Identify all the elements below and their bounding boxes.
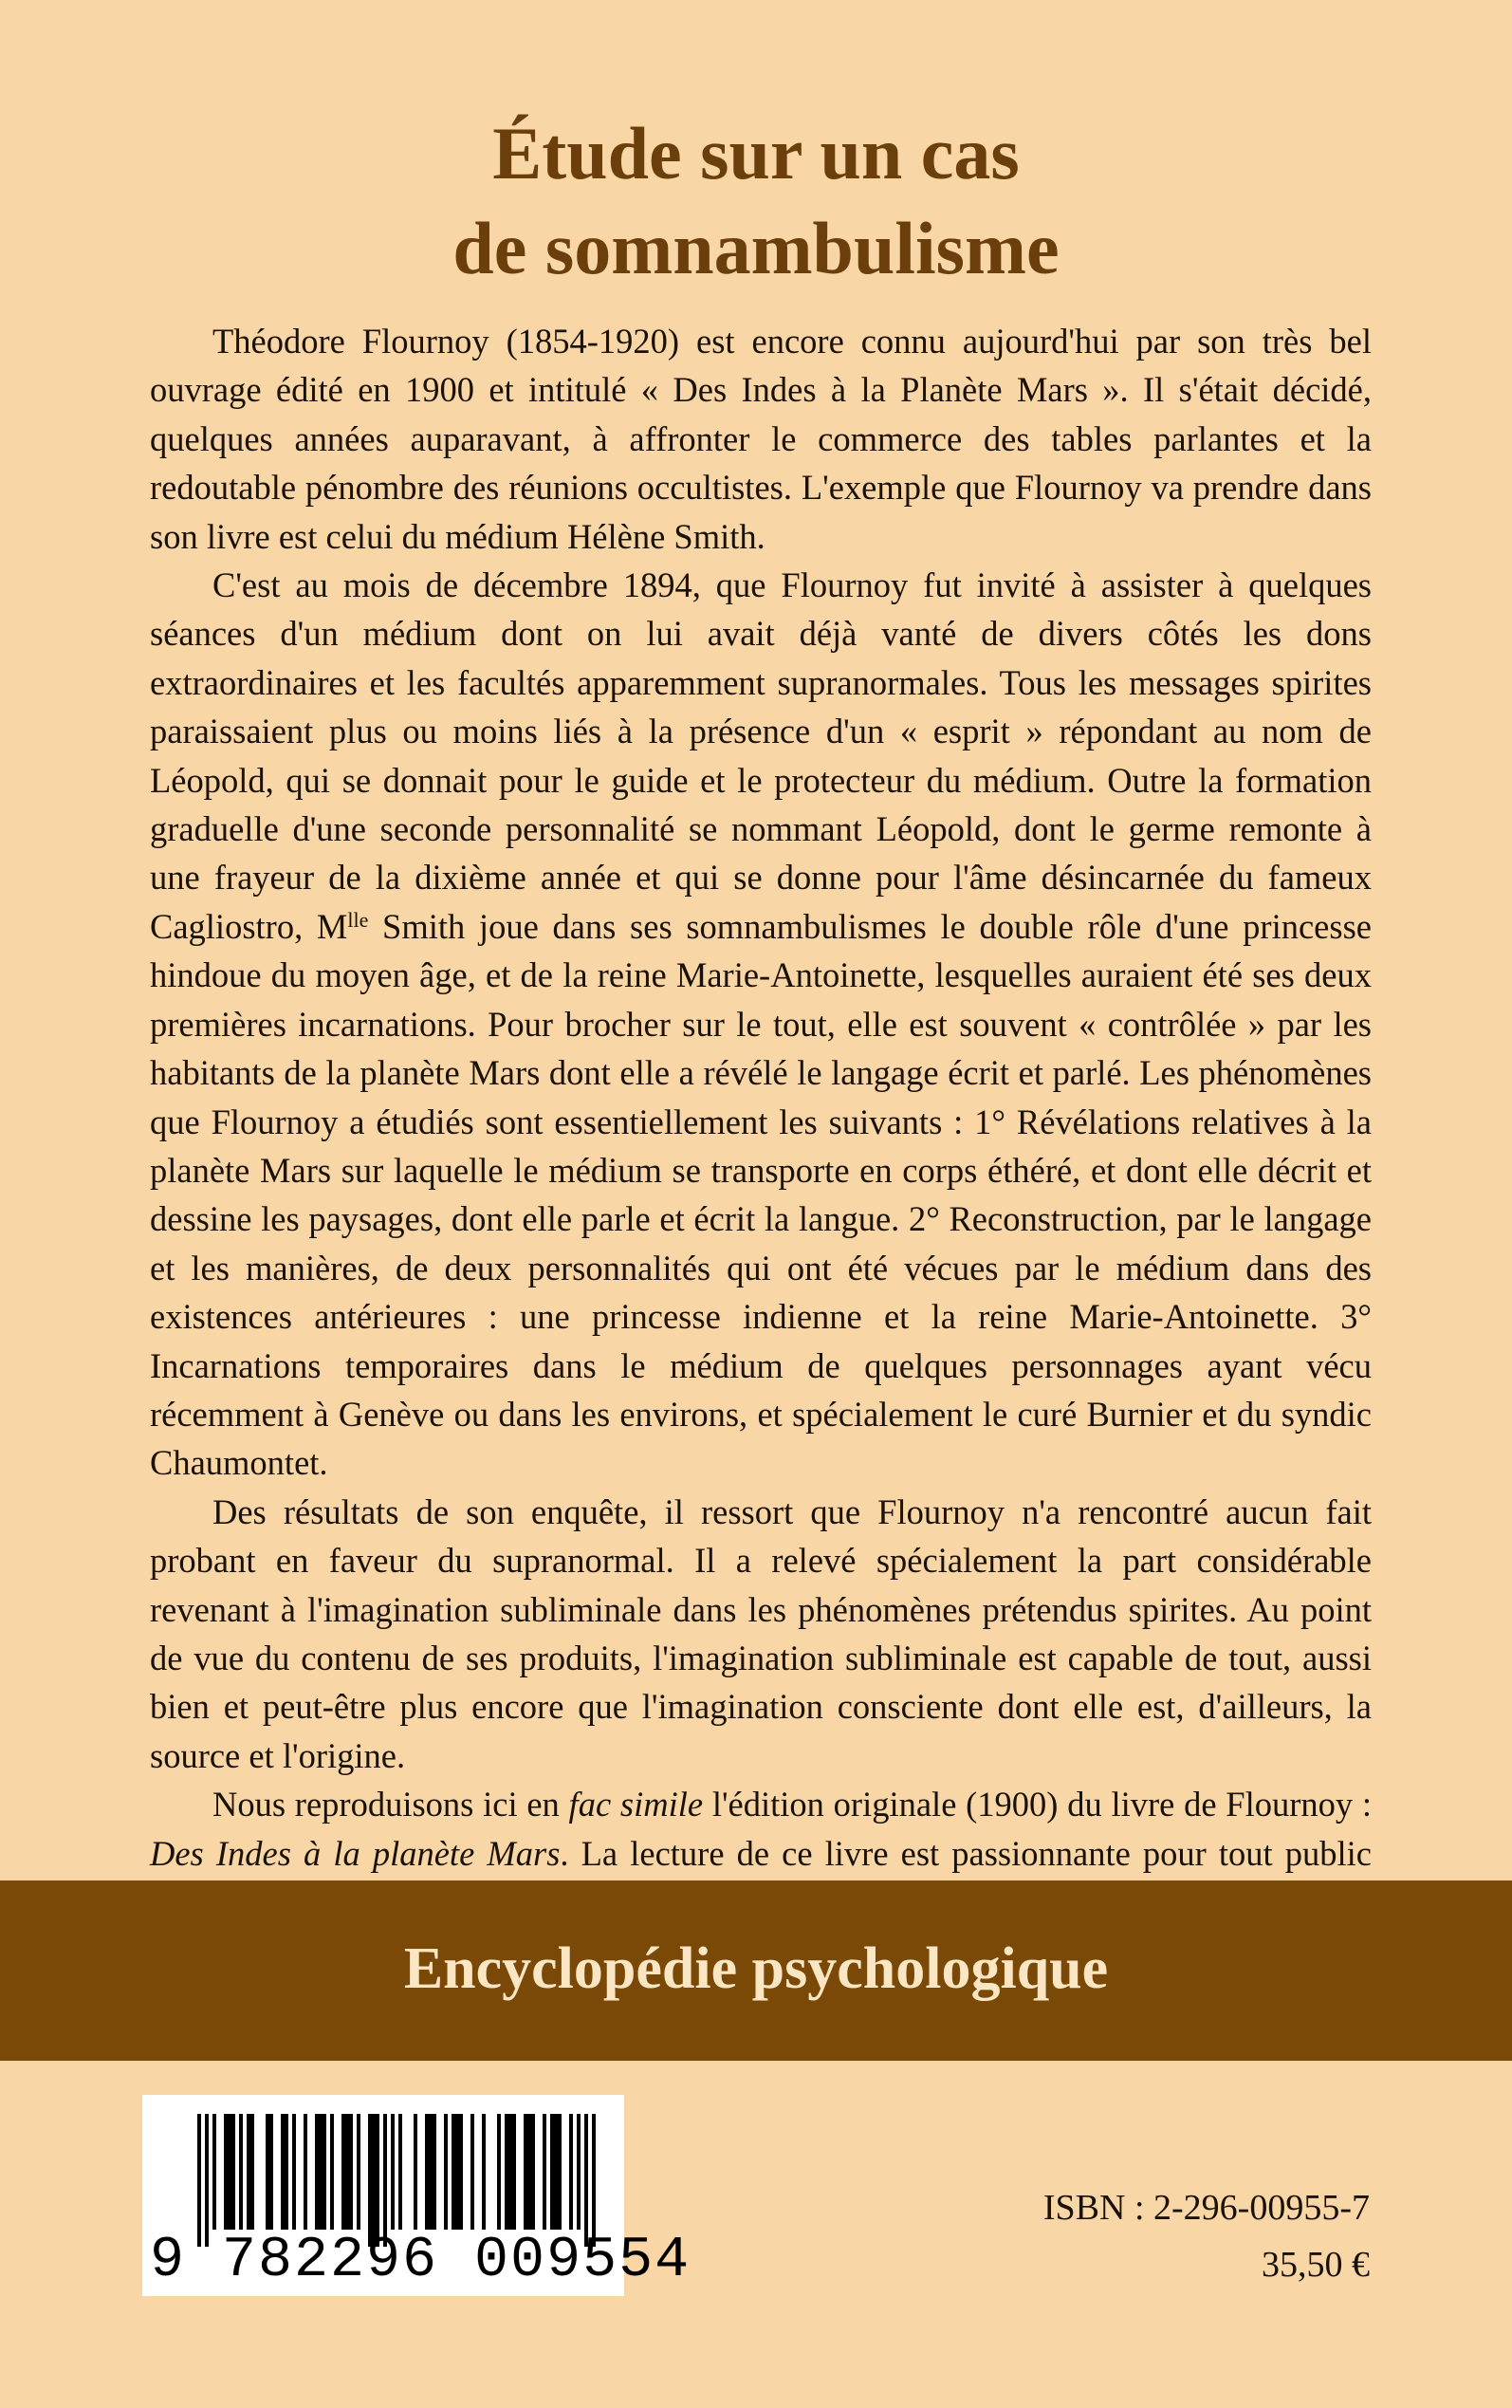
barcode-bar: [512, 2114, 516, 2230]
barcode-bar: [524, 2114, 527, 2230]
price: 35,50 €: [1262, 2245, 1370, 2285]
barcode-bar: [558, 2114, 562, 2230]
mademoiselle-superscript: lle: [347, 907, 369, 932]
barcode-bar: [212, 2114, 216, 2230]
barcode-bar: [455, 2114, 459, 2230]
paragraph-2: [150, 561, 1372, 1488]
barcode-bar: [531, 2114, 535, 2230]
barcode-bar: [281, 2114, 285, 2230]
paragraph-1: Théodore Flournoy (1854-1920) est encore connu aujourd'hui par son très bel ouvrage édité en 1900 et intitulé « Des Indes à la Planète Mars ». Il s'était décidé, quelques années auparavant, à affronter le commerce des tables parlantes et la redoutable pénombre des réunions occultistes. L'exemple que Flournoy va prendre dans son livre est celui du médium Hélène Smith.: [150, 322, 1372, 556]
paragraph-2-part-1: C'est au mois de décembre 1894, que Flournoy fut invité à assister à quelques séances d'un médium dont on lui avait déjà vanté de divers côtés les dons extraordinaires et les facultés apparemment supranormales. Tous les messages spirites paraissaient plus ou moins liés à la présence d'un « esprit » répondant au nom de Léopold, qui se donnait pour le guide et le protecteur du médium. Outre la formation graduelle d'une seconde personnalité se nommant Léopold, dont le germe remonte à une frayeur de la dixième année et qui se donne pour l'âme désincarnée du fameux Cagliostro, M: [150, 565, 1372, 946]
barcode-bar: [398, 2114, 402, 2230]
barcode-bar: [285, 2114, 288, 2230]
barcode-bar: [569, 2114, 573, 2230]
barcode-bar: [459, 2114, 463, 2230]
barcode-bar: [345, 2114, 349, 2230]
barcode-bar: [527, 2114, 531, 2230]
barcode-bar: [330, 2114, 334, 2230]
paragraph-4-part-2: l'édition originale (1900) du livre de Flournoy :: [703, 1785, 1373, 1825]
barcode-bar: [376, 2114, 379, 2247]
barcode-bar: [505, 2114, 508, 2230]
barcode-bar: [383, 2114, 387, 2247]
barcode-bar: [577, 2114, 581, 2230]
collection-title: Encyclopédie psychologique: [403, 1936, 1109, 2001]
barcode-bar: [197, 2114, 201, 2247]
barcode-bar: [470, 2114, 474, 2230]
barcode-bar: [357, 2114, 360, 2230]
barcode-bar: [497, 2114, 501, 2230]
barcode-bar: [247, 2114, 250, 2230]
barcode-bar: [429, 2114, 433, 2230]
barcode: [142, 2095, 691, 2296]
barcode-bar: [349, 2114, 353, 2230]
barcode-bar: [433, 2114, 436, 2230]
barcode-bar: [341, 2114, 345, 2230]
barcode-bar: [425, 2114, 429, 2230]
barcode-bar: [543, 2114, 546, 2230]
book-title-italic: Des Indes à la planète Mars: [150, 1833, 561, 1873]
fac-simile-italic: fac simile: [568, 1785, 704, 1825]
barcode-bar: [368, 2114, 372, 2247]
barcode-bar: [414, 2114, 417, 2230]
barcode-digits: 9 782296 009554: [150, 2229, 691, 2293]
barcode-bar: [266, 2114, 269, 2230]
barcode-bar: [319, 2114, 323, 2230]
barcode-bar: [269, 2114, 273, 2230]
paragraph-2-part-2: Smith joue dans ses somnambulismes le double rôle d'une princesse hindoue du moyen âge, et de la reine Marie-Antoinette, lesquelles auraient été ses deux premières incarnations. Pour brocher sur le tout, elle est souvent « contrôlée » par les habitants de la planète Mars dont elle a révélé le langage écrit et parlé. Les phénomènes que Flournoy a étudiés sont essentiellement les suivants : 1° Révélations relatives à la planète Mars sur laquelle le médium se transporte en corps éthéré, et dont elle décrit et dessine les paysages, dont elle parle et écrit la langue. 2° Reconstruction, par le langage et les manières, de deux personnalités qui ont été vécues par le médium dans des existences antérieures : une princesse indienne et la reine Marie-Antoinette. 3° Incarnations temporaires dans le médium de quelques personnages ayant vécu récemment à Genève ou dans les environs, et spécialement le curé Burnier et du syndic Chaumontet.: [150, 906, 1372, 1483]
paragraph-3: Des résultats de son enquête, il ressort que Flournoy n'a rencontré aucun fait probant en faveur du supranormal. Il a relevé spécialement la part considérable revenant à l'imagination subliminale dans les phénomènes prétendus spirites. Au point de vue du contenu de ses produits, l'imagination subliminale est capable de tout, aussi bien et peut-être plus encore que l'imagination consciente dont elle est, d'ailleurs, la source et l'origine.: [150, 1491, 1372, 1775]
barcode-bar: [304, 2114, 307, 2230]
title-line-1: Étude sur un cas: [492, 112, 1020, 194]
isbn: ISBN : 2-296-00955-7: [1042, 2188, 1370, 2228]
barcode-bar: [228, 2114, 231, 2230]
barcode-bar: [231, 2114, 235, 2230]
barcode-bar: [224, 2114, 228, 2230]
title-line-2: de somnambulisme: [452, 207, 1060, 289]
back-cover-text: [150, 317, 1372, 1926]
barcode-bar: [372, 2114, 376, 2247]
paragraph-4-part-1: Nous reproduisons ici en: [212, 1785, 569, 1825]
barcode-bar: [250, 2114, 254, 2230]
paragraph-4-part-3: . La lecture de ce livre est passionnante pour tout public: [560, 1833, 1372, 1873]
barcode-bar: [550, 2114, 554, 2230]
barcode-bar: [584, 2114, 588, 2247]
barcode-bar: [292, 2114, 296, 2230]
barcode-bar: [444, 2114, 448, 2230]
barcode-bar: [323, 2114, 326, 2230]
book-title: [0, 106, 1512, 296]
barcode-bar: [205, 2114, 209, 2247]
barcode-bar: [239, 2114, 243, 2230]
barcode-bar: [315, 2114, 319, 2230]
barcode-bar: [592, 2114, 596, 2247]
barcode-bar: [508, 2114, 512, 2230]
barcode-bar: [554, 2114, 558, 2230]
barcode-bar: [452, 2114, 455, 2230]
barcode-bar: [482, 2114, 486, 2230]
barcode-bar: [391, 2114, 395, 2230]
